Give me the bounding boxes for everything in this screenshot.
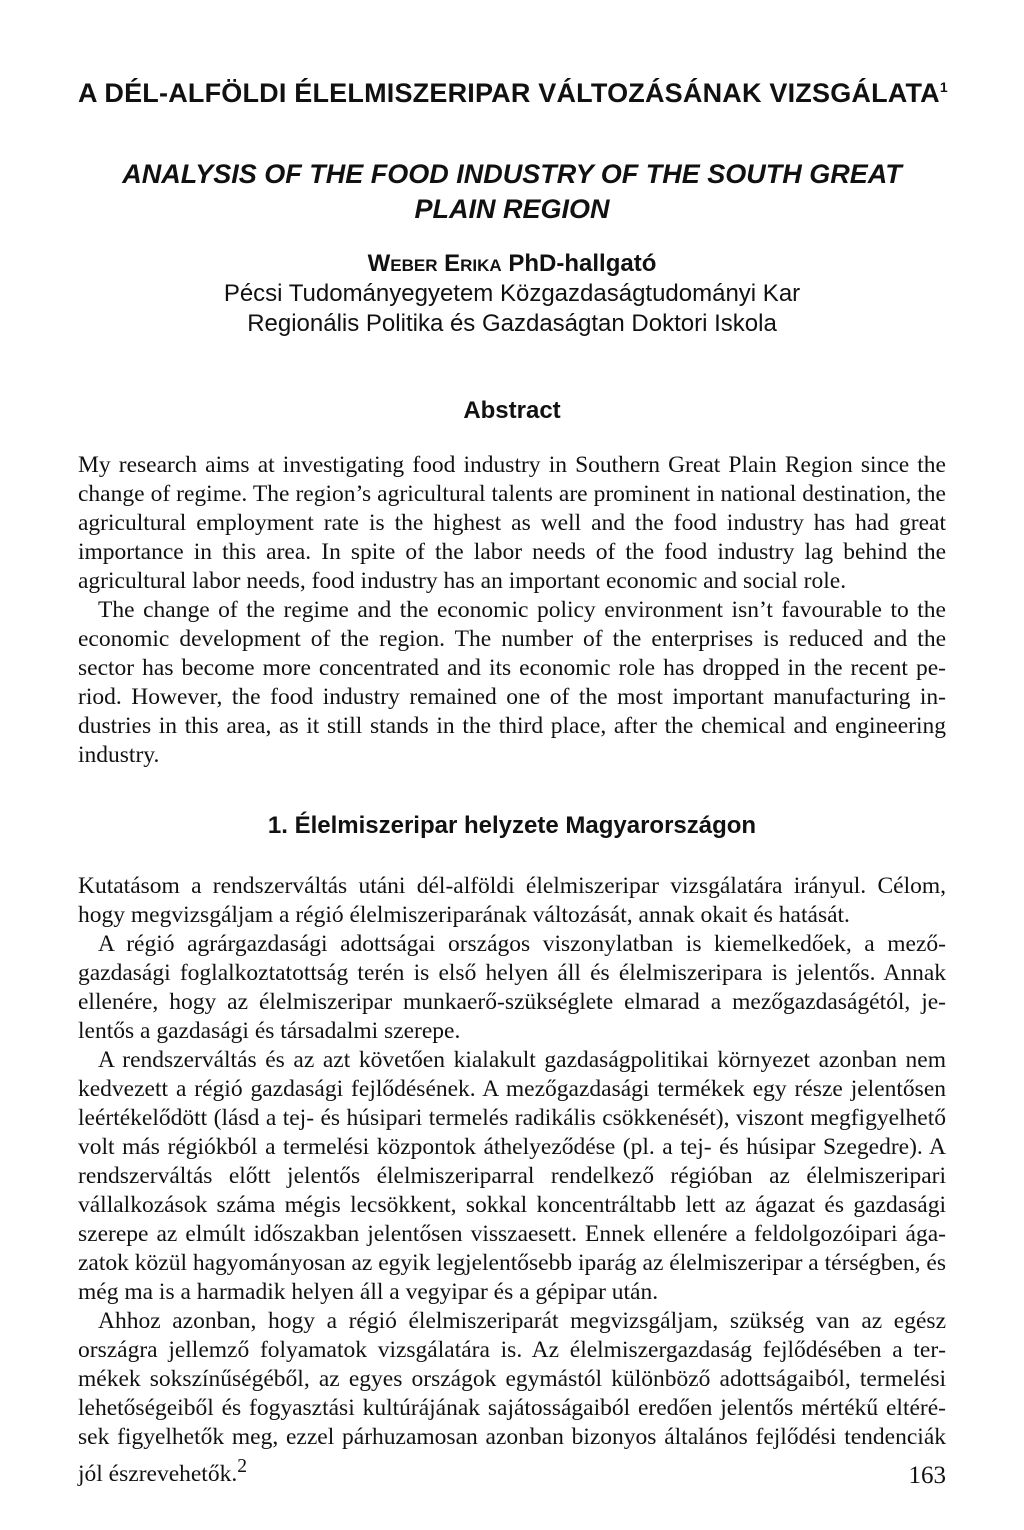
section-paragraph: A régió agrárgazdasági adottságai országos viszonylatban is kiemelkedőek, a mezőgazdasági foglalkoztatottság terén is első helyen áll és élelmiszeripara is jelentős. Annak ellenére, hogy az élelmiszeripar munkaerő-szükséglete elmarad a mezőgazdaságétól, jelentős a gazdasági és társadalmi szerepe. bbox=[78, 931, 946, 1044]
author-block bbox=[78, 249, 946, 339]
author-affiliation-1: Pécsi Tudományegyetem Közgazdaságtudományi Kar bbox=[223, 280, 801, 307]
section-heading: 1. Élelmiszeripar helyzete Magyarországon bbox=[267, 812, 757, 839]
section-paragraph: A rendszerváltás és az azt követően kialakult gazdaságpolitikai környezet azonban nem kedvezett a régió gazdasági fejlődésének. A mezőgazdasági termékek egy része jelentősen leértékelődött (lásd a tej- és húsipari termelés radikális csökkenését), viszont megfigyelhető volt más régiókból a termelési központok áthelyeződése (pl. a tej- és húsipar Szegedre). A rendszerváltás előtt jelentős élelmiszeriparral rendelkező régióban az élelmiszeripari vállalkozások száma mégis lecsökkent, sokkal koncentráltabb lett az ágazat és gazdasági szerepe az elmúlt időszakban jelentősen visszaesett. Ennek ellenére a feldolgozóipari ágazatok közül hagyományosan az egyik legjelentősebb iparág az élelmiszeripar a térségben, és még ma is a harmadik helyen áll a vegyipar és a gépipar után. bbox=[78, 1047, 946, 1305]
footnote-marker: 2 bbox=[237, 1456, 248, 1477]
section-paragraph: Kutatásom a rendszerváltás utáni dél-alföldi élelmiszeripar vizsgálatára irányul. Célom, hogy megvizsgáljam a régió élelmiszeriparának változását, annak okait és hatását. bbox=[78, 873, 946, 928]
paper-title-text: A DÉL-ALFÖLDI ÉLELMISZERIPAR VÁLTOZÁSÁNAK VIZSGÁLATA bbox=[78, 78, 940, 108]
section-paragraph-text: Ahhoz azonban, hogy a régió élelmiszeriparát megvizsgáljam, szükség van az egész országra jellemző folyamatok vizsgálatára is. Az élelmiszergazdaság fejlődésében a termékek sokszínűségéből, az egyes országok egymástól különböző adottságaiból, termelési lehetőségeiből és fogyasztási kultúrájának sajátosságaiból eredően jelentős mértékű eltérések figyelhetők meg, ezzel párhuzamosan azonban bizonyos általános fejlődési tendenciák jól észrevehetők. bbox=[78, 1308, 946, 1487]
abstract-body bbox=[78, 451, 946, 770]
title-footnote-marker: 1 bbox=[939, 79, 948, 95]
section-body bbox=[78, 872, 946, 1489]
author-name: Weber Erika bbox=[367, 250, 502, 277]
page-number: 163 bbox=[908, 1462, 946, 1489]
section-paragraph-last bbox=[78, 1307, 946, 1489]
abstract-paragraph: The change of the regime and the economic policy environment isn’t favourable to the economic development of the region. The number of the enterprises is reduced and the sector has become more concentrated and its economic role has dropped in the recent period. However, the food industry remained one of the most important manufacturing industries in this area, as it still stands in the third place, after the chemical and engineering industry. bbox=[78, 597, 946, 768]
author-affiliation-2: Regionális Politika és Gazdaságtan Doktori Iskola bbox=[247, 310, 777, 337]
paper-subtitle: ANALYSIS OF THE FOOD INDUSTRY OF THE SOUTH GREAT PLAIN REGION bbox=[122, 159, 902, 224]
abstract-heading: Abstract bbox=[463, 397, 561, 424]
author-role: PhD-hallgató bbox=[508, 250, 657, 277]
author-line bbox=[78, 249, 946, 279]
paper-page bbox=[78, 78, 946, 1489]
abstract-paragraph: My research aims at investigating food industry in Southern Great Plain Region since the change of regime. The region’s agricultural talents are prominent in national destination, the agricultural employment rate is the highest as well and the food industry has had great importance in this area. In spite of the labor needs of the food industry lag behind the agricultural labor needs, food industry has an important economic and social role. bbox=[78, 452, 946, 594]
paper-title bbox=[78, 78, 946, 109]
